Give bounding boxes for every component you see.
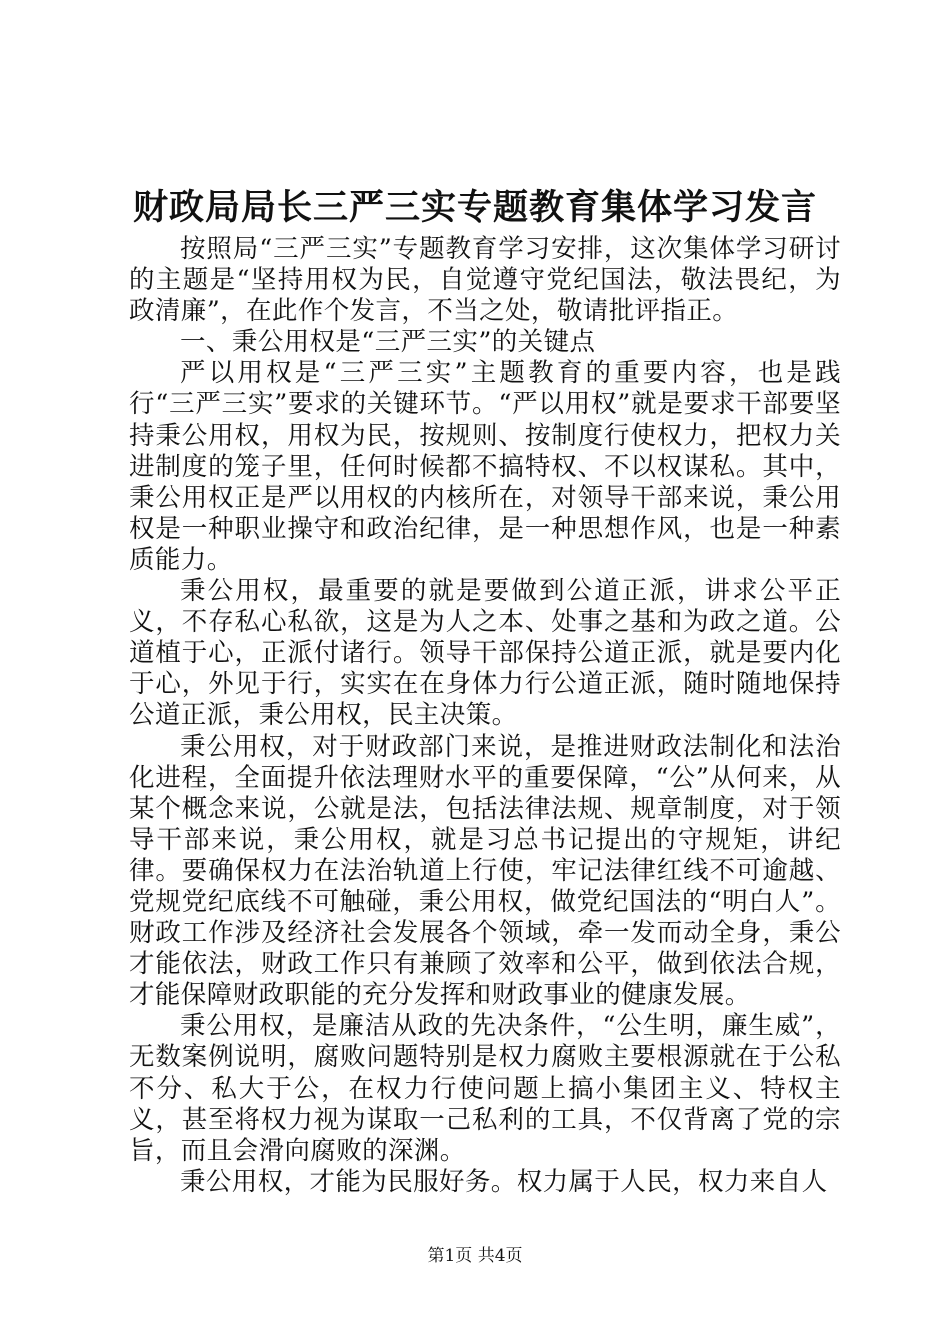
page-number-footer: 第1页 共4页 — [427, 1246, 523, 1266]
paragraph-intro: 按照局“三严三实”专题教育学习安排，这次集体学习研讨的主题是“坚持用权为民，自觉遵守党纪国法，敬法畏纪，为政清廉”，在此作个发言，不当之处，敬请批评指正。 — [129, 234, 841, 327]
paragraph-strict-power: 严以用权是“三严三实”主题教育的重要内容，也是践行“三严三实”要求的关键环节。“严以用权”就是要求干部要坚持秉公用权，用权为民，按规则、按制度行使权力，把权力关进制度的笼子里，任何时候都不搞特权、不以权谋私。其中，秉公用权正是严以用权的内核所在，对领导干部来说，秉公用权是一种职业操守和政治纪律，是一种思想作风，也是一种素质能力。 — [129, 358, 841, 575]
document-body — [129, 234, 841, 1198]
paragraph-finance-law: 秉公用权，对于财政部门来说，是推进财政法制化和法治化进程，全面提升依法理财水平的重要保障，“公”从何来，从某个概念来说，公就是法，包括法律法规、规章制度，对于领导干部来说，秉公用权，就是习总书记提出的守规矩，讲纪律。要确保权力在法治轨道上行使，牢记法律红线不可逾越、党规党纪底线不可触碰，秉公用权，做党纪国法的“明白人”。财政工作涉及经济社会发展各个领域，牵一发而动全身，秉公才能依法，财政工作只有兼顾了效率和公平，做到依法合规，才能保障财政职能的充分发挥和财政事业的健康发展。 — [129, 731, 841, 1011]
document-title: 财政局局长三严三实专题教育集体学习发言 — [132, 187, 817, 228]
section-heading-1: 一、秉公用权是“三严三实”的关键点 — [180, 327, 596, 358]
paragraph-fairness: 秉公用权，最重要的就是要做到公道正派，讲求公平正义，不存私心私欲，这是为人之本、处事之基和为政之道。公道植于心，正派付诸行。领导干部保持公道正派，就是要内化于心，外见于行，实实在在身体力行公道正派，随时随地保持公道正派，秉公用权，民主决策。 — [129, 576, 841, 731]
paragraph-serve-people: 秉公用权，才能为民服好务。权力属于人民，权力来自人 — [180, 1166, 828, 1197]
paragraph-integrity: 秉公用权，是廉洁从政的先决条件，“公生明，廉生威”，无数案例说明，腐败问题特别是权力腐败主要根源就在于公私不分、私大于公，在权力行使问题上搞小集团主义、特权主义，甚至将权力视为谋取一己私利的工具，不仅背离了党的宗旨，而且会滑向腐败的深渊。 — [129, 1011, 841, 1166]
